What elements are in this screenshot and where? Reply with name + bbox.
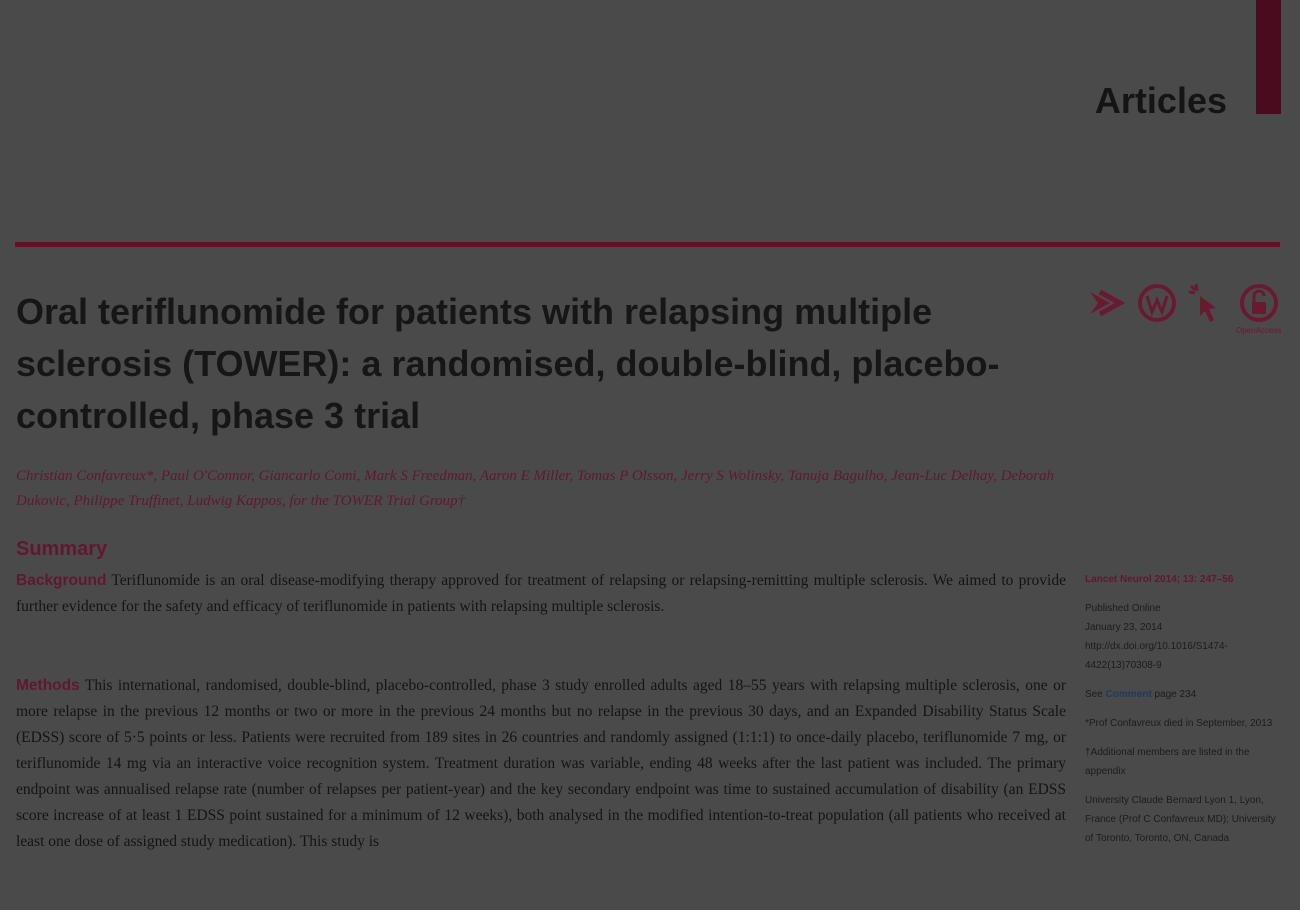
methods-label: Methods xyxy=(16,677,80,694)
members-note: †Additional members are listed in the appendix xyxy=(1085,747,1250,777)
section-label: Articles xyxy=(1094,80,1227,121)
see-prefix: See xyxy=(1085,689,1103,700)
methods-text: This international, randomised, double-blind, placebo-controlled, phase 3 study enrolled adults aged 18–55 years with relapsing multiple sclerosis, one or more relapse in the previous 12 months or two or more in the previous 24 months but no relapse in the previous 30 days, and an Expanded Disability Status Scale (EDSS) score of 5·5 points or less. Patients were recruited from 189 sites in 26 countries and randomly assigned (1:1:1) to once-daily placebo, teriflunomide 7 mg, or teriflunomide 14 mg via an interactive voice recognition system. Treatment duration was variable, ending 48 weeks after the last patient was included. The primary endpoint was annualised relapse rate (number of relapses per patient-year) and the key secondary endpoint was time to sustained accumulation of disability (an EDSS score increase of at least 1 EDSS point sustained for a minimum of 12 weeks), both analysed in the modified intention-to-treat population (all patients who received at least one dose of assigned study medication). This study is xyxy=(16,677,1066,850)
open-access-label: OpenAccess xyxy=(1236,326,1282,335)
accent-bar xyxy=(1256,0,1281,114)
background-text: Teriflunomide is an oral disease-modifying therapy approved for treatment of relapsing or relapsing-remitting multiple sclerosis. We aimed to provide further evidence for the safety and efficacy of teriflunomide in patients with relapsing multiple sclerosis. xyxy=(16,572,1066,615)
affiliation: University Claude Bernard Lyon 1, Lyon, France (Prof C Confavreux MD); University of Toronto, Toronto, ON, Canada xyxy=(1085,795,1276,844)
header-rule xyxy=(15,242,1280,247)
article-icons xyxy=(1086,282,1282,346)
see-comment xyxy=(1085,685,1285,704)
comment-page: page 234 xyxy=(1154,689,1197,700)
arrow-icon[interactable] xyxy=(1086,282,1128,324)
doi-link[interactable]: http://dx.doi.org/10.1016/S1474-4422(13)70308-9 xyxy=(1085,641,1228,671)
author-list: Christian Confavreux*, Paul O'Connor, Giancarlo Comi, Mark S Freedman, Aaron E Miller, Tomas P Olsson, Jerry S Wolinsky, Tanuja Bagulho, Jean-Luc Delhay, Deborah Dukovic, Philippe Truffinet, Ludwig Kappos, for the TOWER Trial Group† xyxy=(16,468,1055,509)
article-title: Oral teriflunomide for patients with relapsing multiple sclerosis (TOWER): a randomised, double-blind, placebo-controlled, phase 3 trial xyxy=(16,291,1000,436)
publication-info xyxy=(1085,599,1285,675)
background-paragraph xyxy=(16,568,1066,620)
summary-heading: Summary xyxy=(16,538,108,560)
published-date: January 23, 2014 xyxy=(1085,622,1163,633)
comment-link[interactable]: Comment xyxy=(1105,689,1152,700)
web-icon[interactable] xyxy=(1136,282,1178,324)
journal-citation: Lancet Neurol 2014; 13: 247–56 xyxy=(1085,574,1234,585)
open-access-icon[interactable] xyxy=(1236,282,1281,335)
article-sidebar xyxy=(1085,570,1285,858)
published-online-label: Published Online xyxy=(1085,603,1161,614)
background-label: Background xyxy=(16,572,107,589)
deceased-note: *Prof Confavreux died in September, 2013 xyxy=(1085,718,1273,729)
click-icon[interactable] xyxy=(1186,282,1228,328)
methods-paragraph xyxy=(16,673,1066,855)
